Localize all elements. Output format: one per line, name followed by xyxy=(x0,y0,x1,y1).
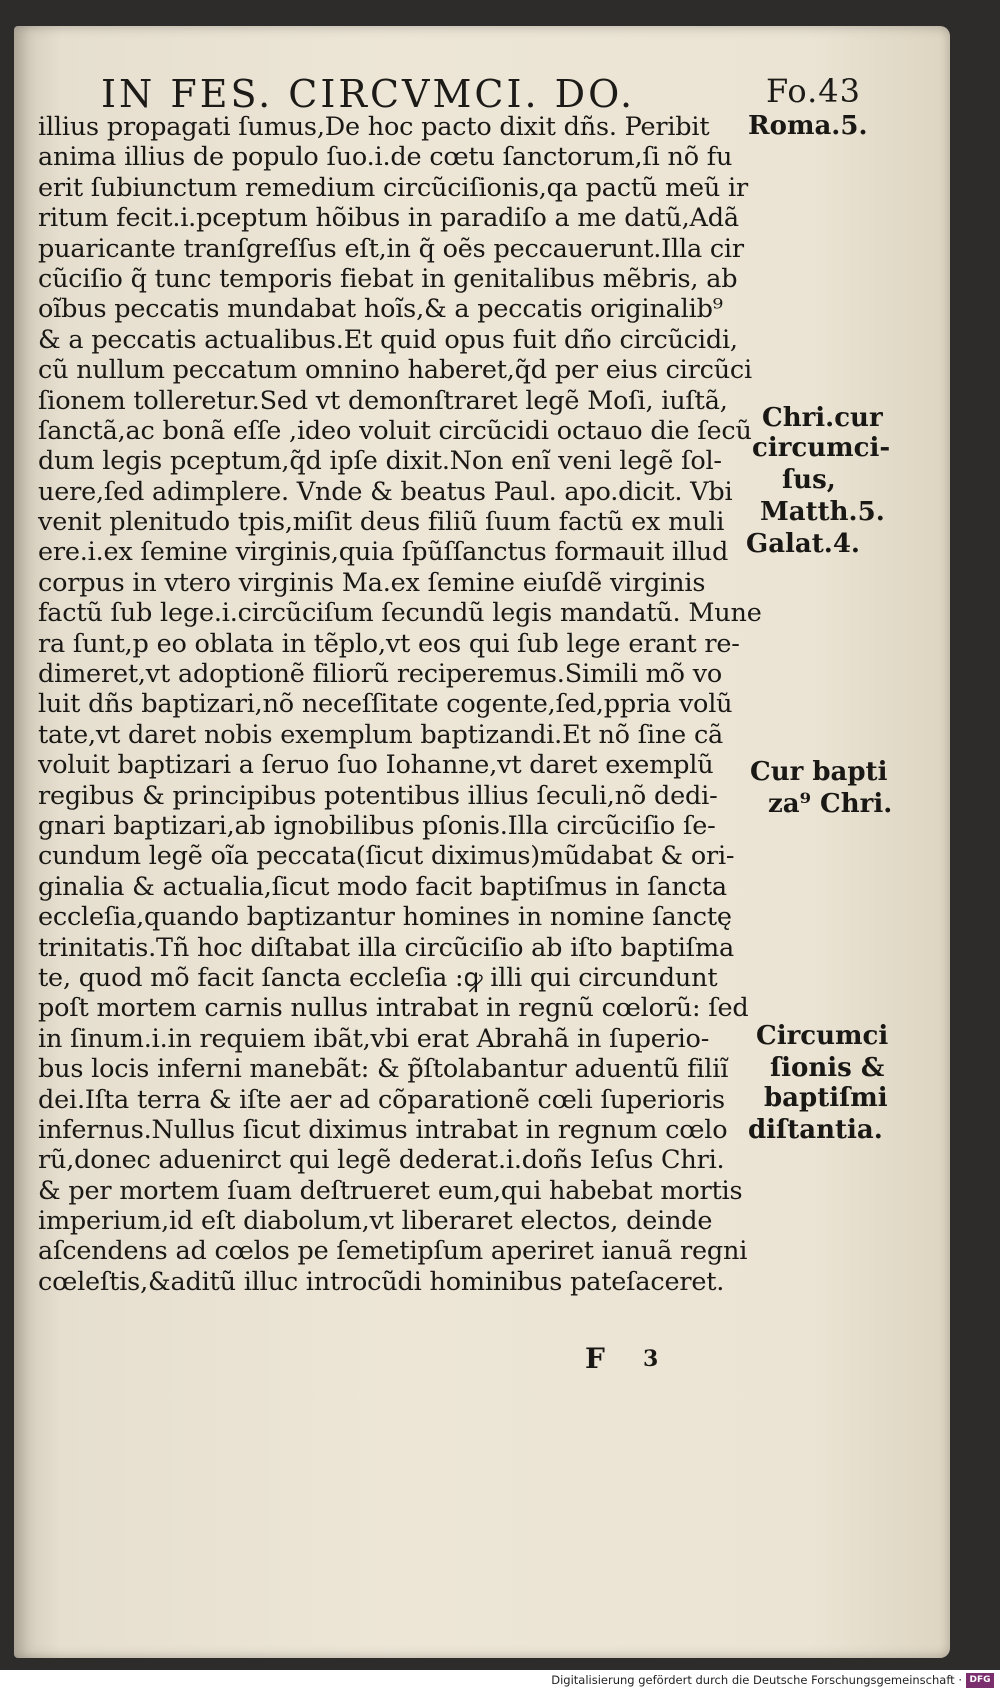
text-line: oĩbus peccatis mundabat hoĩs,& a peccatis originalib⁹ xyxy=(38,294,723,325)
text-line: anima illius de populo ſuo.i.de cœtu ſanctorum,ſi nõ fu xyxy=(38,142,733,173)
signature-mark xyxy=(585,1342,685,1382)
text-line: eccleſia,quando baptizantur homines in nomine ſanctę xyxy=(38,902,732,933)
text-line: regibus & principibus potentibus illius ſeculi,nõ dedi- xyxy=(38,780,718,811)
text-line: luit dñs baptizari,nõ neceſſitate cogente,ſed,ppria volũ xyxy=(38,689,733,720)
text-line: puaricante tranſgreſſus eſt,in q̃ oẽs peccauerunt.Illa cir xyxy=(38,233,744,264)
text-line: in ſinum.i.in requiem ibãt,vbi erat Abrahã in ſuperio- xyxy=(38,1023,710,1054)
margin-note-chri-cur: Chri.cur xyxy=(762,403,883,433)
text-line: cũciſio q̃ tunc temporis fiebat in genitalibus mẽbris, ab xyxy=(38,263,738,294)
text-line: voluit baptizari a ſeruo ſuo Iohanne,vt daret exemplũ xyxy=(38,750,714,781)
margin-note-cur-bapti: Cur bapti xyxy=(750,757,888,787)
text-line: & a peccatis actualibus.Et quid opus fuit dño circũcidi, xyxy=(38,324,738,355)
margin-note-distantia: diſtantia. xyxy=(748,1115,883,1145)
margin-note-baptismi: baptiſmi xyxy=(764,1083,888,1113)
text-line: cœleſtis,&aditũ illuc introcũdi hominibus pateſaceret. xyxy=(38,1266,725,1297)
text-line: tate,vt daret nobis exemplum baptizandi.Et nõ ſine cã xyxy=(38,719,724,750)
margin-note-sus: ſus, xyxy=(782,465,836,495)
text-line: gnari baptizari,ab ignobilibus pſonis.Illa circũciſio ſe- xyxy=(38,810,716,841)
margin-note-matth: Matth.5. xyxy=(760,497,885,527)
text-line: ra ſunt,p eo oblata in tẽplo,vt eos qui ſub lege erant re- xyxy=(38,628,740,659)
text-line: imperium,id eſt diabolum,vt liberaret electos, deinde xyxy=(38,1206,713,1237)
text-line: dum legis pceptum,q̃d ipſe dixit.Non enĩ veni legẽ ſol- xyxy=(38,446,722,477)
text-line: corpus in vtero virginis Ma.ex ſemine eiuſdẽ virginis xyxy=(38,567,706,598)
text-line: factũ ſub lege.i.circũciſum ſecundũ legis mandatũ. Mune xyxy=(38,598,762,629)
margin-note-roma: Roma.5. xyxy=(748,111,868,141)
text-line: te, quod mõ facit ſancta eccleſia :ꝙ illi qui circundunt xyxy=(38,962,718,993)
text-line: cundum legẽ oĩa peccata(ſicut diximus)mũdabat & ori- xyxy=(38,841,735,872)
dfg-logo: DFG xyxy=(966,1673,994,1688)
margin-note-baptizatus: za⁹ Chri. xyxy=(768,789,893,819)
folio-number: Fo.43 xyxy=(765,72,861,110)
text-line: dei.Iſta terra & iſte aer ad cõparationẽ cœli ſuperioris xyxy=(38,1084,725,1115)
text-line: ſanctã,ac bonã eſſe ,ideo voluit circũcidi octauo die ſecũ xyxy=(38,415,752,446)
text-line: illius propagati ſumus,De hoc pacto dixit dñs. Peribit xyxy=(38,112,710,142)
text-line: cũ nullum peccatum omnino haberet,q̃d per eius circũci xyxy=(38,355,752,386)
digitization-credit: Digitalisierung gefördert durch die Deutsche Forschungsgemeinschaft · xyxy=(551,1673,962,1687)
text-line: poſt mortem carnis nullus intrabat in regnũ cœlorũ: ſed xyxy=(38,993,749,1024)
text-line: bus locis inferni manebãt: & p̃ſtolabantur aduentũ filiĩ xyxy=(38,1054,729,1085)
margin-note-circumci-2: Circumci xyxy=(756,1021,889,1051)
text-line: ere.i.ex ſemine virginis,quia ſpũſſanctus formauit illud xyxy=(38,537,729,568)
signature-number: 3 xyxy=(643,1346,659,1372)
text-line: ritum fecit.i.pceptum hõibus in paradiſo a me datũ,Adã xyxy=(38,203,739,234)
running-title: IN FES. CIRCVMCI. DO. xyxy=(101,72,636,116)
text-line: venit plenitudo tpis,miſit deus filiũ ſuum factũ ex muli xyxy=(38,507,725,538)
text-line: dimeret,vt adoptionẽ filiorũ reciperemus.Simili mõ vo xyxy=(38,659,723,690)
text-line: ginalia & actualia,ſicut modo facit baptiſmus in ſancta xyxy=(38,871,727,902)
text-line: trinitatis.Tñ hoc diſtabat illa circũciſio ab iſto baptiſma xyxy=(38,932,734,963)
body-text xyxy=(38,112,762,1297)
margin-note-sionis: ſionis & xyxy=(770,1053,885,1083)
margin-note-galat: Galat.4. xyxy=(746,529,860,559)
text-line: ſionem tolleretur.Sed vt demonſtraret legẽ Moſi, iuſtã, xyxy=(38,385,728,416)
text-line: infernus.Nullus ſicut diximus intrabat in regnum cœlo xyxy=(38,1114,728,1145)
margin-note-circumci: circumci- xyxy=(752,433,891,463)
text-line: erit ſubiunctum remedium circũciſionis,qa pactũ meũ ir xyxy=(38,172,748,203)
text-line: aſcendens ad cœlos pe ſemetipſum aperiret ianuã regni xyxy=(38,1236,748,1267)
credit-bar xyxy=(0,1670,1000,1693)
signature-letter: F xyxy=(585,1342,605,1375)
text-line: rũ,donec aduenirct qui legẽ dederat.i.doñs Ieſus Chri. xyxy=(38,1145,725,1176)
text-line: uere,ſed adimplere. Vnde & beatus Paul. apo.dicit. Vbi xyxy=(38,476,733,507)
text-line: & per mortem ſuam deſtrueret eum,qui habebat mortis xyxy=(38,1175,743,1206)
